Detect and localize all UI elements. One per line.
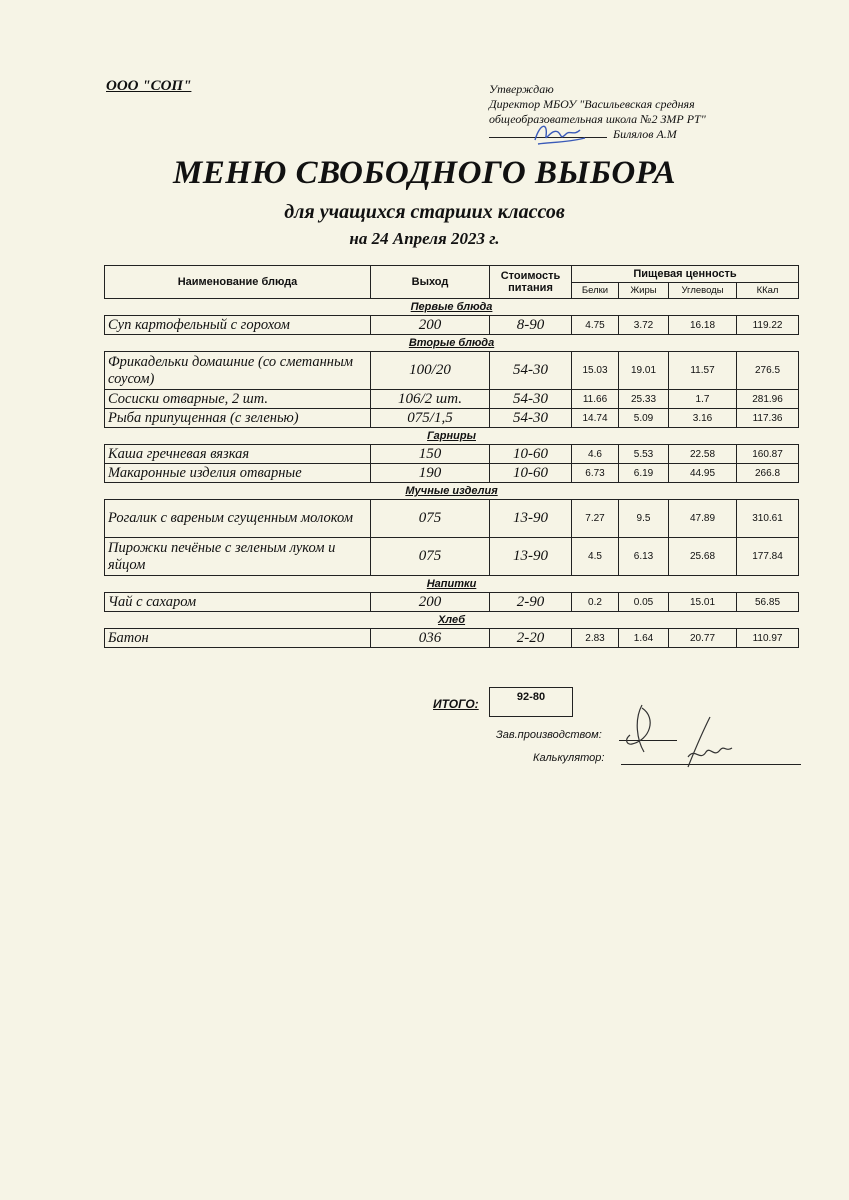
cell-output: 106/2 шт.	[371, 390, 490, 409]
section-header	[105, 576, 799, 593]
cell-proteins: 11.66	[572, 390, 619, 409]
cell-fats: 3.72	[619, 316, 669, 335]
cell-name: Макаронные изделия отварные	[105, 464, 371, 483]
menu-table	[104, 265, 799, 648]
approval-line-2: Директор МБОУ "Васильевская средняя	[489, 97, 695, 111]
director-signature-icon	[530, 118, 590, 148]
cell-price: 8-90	[490, 316, 572, 335]
cell-output: 200	[371, 593, 490, 612]
approval-block	[489, 82, 706, 142]
cell-price: 2-20	[490, 629, 572, 648]
production-label: Зав.производством:	[496, 729, 602, 741]
cell-price: 13-90	[490, 538, 572, 576]
cell-fats: 5.53	[619, 445, 669, 464]
cell-name: Рогалик с вареным сгущенным молоком	[105, 500, 371, 538]
header-kcal: ККал	[737, 283, 799, 299]
cell-carbs: 16.18	[669, 316, 737, 335]
section-header	[105, 483, 799, 500]
cell-fats: 1.64	[619, 629, 669, 648]
cell-kcal: 177.84	[737, 538, 799, 576]
cell-fats: 0.05	[619, 593, 669, 612]
section-title: Мучные изделия	[405, 485, 498, 497]
cell-name: Каша гречневая вязкая	[105, 445, 371, 464]
section-header	[105, 428, 799, 445]
cell-name: Сосиски отварные, 2 шт.	[105, 390, 371, 409]
header-output: Выход	[371, 266, 490, 299]
table-row	[105, 445, 799, 464]
header-carbs: Углеводы	[669, 283, 737, 299]
header-price: Стоимость питания	[490, 266, 572, 299]
cell-price: 10-60	[490, 445, 572, 464]
table-row	[105, 352, 799, 390]
cell-kcal: 266.8	[737, 464, 799, 483]
cell-name: Чай с сахаром	[105, 593, 371, 612]
cell-price: 54-30	[490, 352, 572, 390]
cell-name: Фрикадельки домашние (со сметанным соусом)	[105, 352, 371, 390]
cell-proteins: 4.6	[572, 445, 619, 464]
section-header	[105, 299, 799, 316]
cell-carbs: 25.68	[669, 538, 737, 576]
cell-carbs: 3.16	[669, 409, 737, 428]
header-name: Наименование блюда	[105, 266, 371, 299]
cell-name: Батон	[105, 629, 371, 648]
cell-proteins: 6.73	[572, 464, 619, 483]
page-subtitle: для учащихся старших классов	[284, 201, 565, 223]
cell-proteins: 4.75	[572, 316, 619, 335]
table-row	[105, 538, 799, 576]
page-title: МЕНЮ СВОБОДНОГО ВЫБОРА	[172, 155, 677, 191]
approval-signer: Билялов А.М	[613, 127, 677, 141]
cell-proteins: 4.5	[572, 538, 619, 576]
header-fats: Жиры	[619, 283, 669, 299]
total-label: ИТОГО:	[433, 697, 479, 711]
menu-body	[105, 299, 799, 648]
cell-proteins: 15.03	[572, 352, 619, 390]
calculator-label: Калькулятор:	[533, 752, 605, 764]
section-title: Первые блюда	[410, 301, 493, 313]
cell-output: 200	[371, 316, 490, 335]
cell-price: 10-60	[490, 464, 572, 483]
cell-fats: 19.01	[619, 352, 669, 390]
header-proteins: Белки	[572, 283, 619, 299]
cell-name: Пирожки печёные с зеленым луком и яйцом	[105, 538, 371, 576]
cell-fats: 9.5	[619, 500, 669, 538]
cell-price: 54-30	[490, 409, 572, 428]
cell-kcal: 117.36	[737, 409, 799, 428]
cell-fats: 5.09	[619, 409, 669, 428]
cell-fats: 6.19	[619, 464, 669, 483]
cell-kcal: 281.96	[737, 390, 799, 409]
table-row	[105, 500, 799, 538]
approval-line-3: общеобразовательная школа №2 ЗМР РТ"	[489, 112, 706, 126]
cell-price: 13-90	[490, 500, 572, 538]
cell-proteins: 2.83	[572, 629, 619, 648]
header-nutrition: Пищевая ценность	[572, 266, 799, 283]
cell-carbs: 1.7	[669, 390, 737, 409]
cell-carbs: 15.01	[669, 593, 737, 612]
cell-proteins: 14.74	[572, 409, 619, 428]
cell-carbs: 11.57	[669, 352, 737, 390]
cell-output: 075	[371, 538, 490, 576]
cell-carbs: 44.95	[669, 464, 737, 483]
table-row	[105, 593, 799, 612]
cell-kcal: 110.97	[737, 629, 799, 648]
cell-proteins: 7.27	[572, 500, 619, 538]
cell-carbs: 20.77	[669, 629, 737, 648]
approval-line-1: Утверждаю	[489, 82, 554, 96]
table-row	[105, 464, 799, 483]
table-row	[105, 409, 799, 428]
cell-price: 2-90	[490, 593, 572, 612]
section-title: Вторые блюда	[408, 337, 495, 349]
cell-output: 190	[371, 464, 490, 483]
cell-price: 54-30	[490, 390, 572, 409]
section-header	[105, 612, 799, 629]
approval-signer-line	[489, 127, 706, 142]
total-value: 92-80	[489, 687, 573, 717]
cell-fats: 25.33	[619, 390, 669, 409]
section-title: Напитки	[426, 578, 477, 590]
cell-output: 075/1,5	[371, 409, 490, 428]
cell-kcal: 56.85	[737, 593, 799, 612]
cell-kcal: 310.61	[737, 500, 799, 538]
cell-name: Рыба припущенная (с зеленью)	[105, 409, 371, 428]
cell-kcal: 160.87	[737, 445, 799, 464]
company-name: ООО "СОП"	[106, 78, 192, 94]
calculator-signature-icon	[670, 712, 740, 772]
section-title: Хлеб	[437, 614, 466, 626]
cell-kcal: 276.5	[737, 352, 799, 390]
cell-output: 036	[371, 629, 490, 648]
table-row	[105, 316, 799, 335]
table-row	[105, 390, 799, 409]
cell-fats: 6.13	[619, 538, 669, 576]
cell-output: 150	[371, 445, 490, 464]
section-title: Гарниры	[427, 430, 476, 442]
cell-carbs: 22.58	[669, 445, 737, 464]
cell-proteins: 0.2	[572, 593, 619, 612]
cell-output: 075	[371, 500, 490, 538]
cell-name: Суп картофельный с горохом	[105, 316, 371, 335]
cell-output: 100/20	[371, 352, 490, 390]
section-header	[105, 335, 799, 352]
menu-date: на 24 Апреля 2023 г.	[349, 229, 500, 248]
table-row	[105, 629, 799, 648]
cell-kcal: 119.22	[737, 316, 799, 335]
cell-carbs: 47.89	[669, 500, 737, 538]
